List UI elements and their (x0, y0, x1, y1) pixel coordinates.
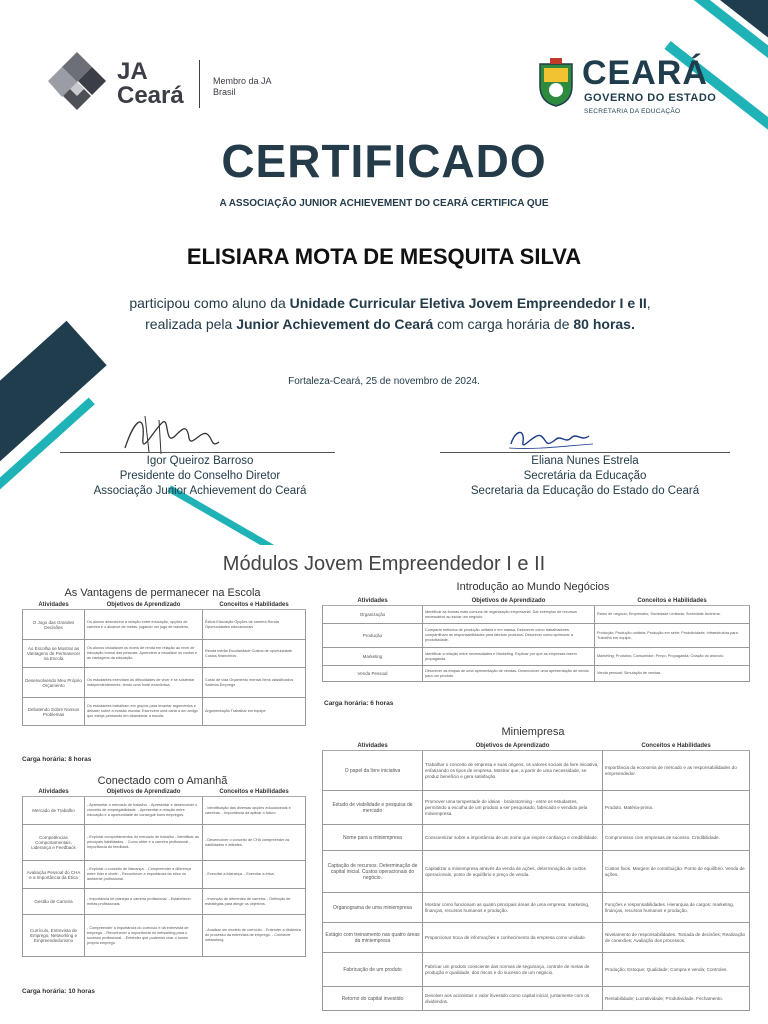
table-row (23, 797, 306, 825)
table-row (23, 915, 306, 957)
column-header: Objetivos de Aprendizado (423, 742, 603, 751)
signatory-1-name: Igor Queiroz Barroso (146, 455, 254, 467)
objective-cell: Os estudantes exercitam as dificuldades de viver e se sustentar independentemente, tendo uma fonte econômica. (85, 668, 203, 698)
signatory-2-name: Eliana Nunes Estrela (531, 455, 639, 467)
table-row (23, 861, 306, 889)
concept-cell: Compromisso com empresas de sucesso. Credibilidade. (603, 825, 750, 851)
table-row (323, 923, 750, 953)
table-row (323, 825, 750, 851)
activity-cell: Avaliação Pessoal do CHA e a Importância da Ética (23, 861, 85, 889)
objective-cell: Conscientizar sobre a importância de um nome que inspire confiança e credibilidade. (423, 825, 603, 851)
concept-cell: - Desenvolver o conceito de CHA compreender as habilidades e atitudes. (203, 825, 306, 861)
concept-cell: Êxitos Educação Opções de carreira Renda Oportunidades educacionais (203, 610, 306, 640)
modules-page (0, 545, 768, 1024)
concept-cell: - Analisar um modelo de currículo. - Entender a dinâmica do processo da entrevista de emprego. - Conhecer networking. (203, 915, 306, 957)
concept-cell: Funções e responsabilidades. Hierarquia de cargos: marketing, finanças, recursos humanos e produção. (603, 893, 750, 923)
section-title-introducao: Introdução ao Mundo Negócios (456, 581, 610, 593)
objective-cell: Os estudantes trabalham em grupos para levantar argumentos e debater sobre a evasão escolar. Escrevem uma carta a um amigo que esteja pensando em abandonar a escola. (85, 698, 203, 726)
table-header-row (323, 597, 750, 606)
certificate-body: participou como aluno da Unidade Curricular Eletiva Jovem Empreendedor I e II, realizada pela Junior Achievement do Ceará com carga horária de 80 horas. (129, 295, 651, 332)
activity-cell: O Jogo das Grandes Decisões (23, 610, 85, 640)
activity-cell: Desenvolvendo Meu Próprio Orçamento (23, 668, 85, 698)
table-header-row (23, 601, 306, 610)
column-header: Conceitos e Habilidades (203, 601, 306, 610)
table-vantagens (22, 601, 306, 726)
concept-cell: Produção; Produção unitária; Produção em série; Produtividade; Infraestrutura para Trabalho em equipe. (595, 624, 750, 648)
objective-cell: Os alunos visualizam os níveis de renda em relação ao nível de educação formal das pessoas. Aprendem a visualizar os custos e as vantagens da educação. (85, 640, 203, 668)
table-row (23, 698, 306, 726)
table-row (323, 953, 750, 987)
activity-cell: Marketing (323, 648, 423, 666)
table-introducao (322, 597, 750, 682)
table-row (23, 825, 306, 861)
activity-cell: Debatendo Sobre Nossos Problemas (23, 698, 85, 726)
column-header: Objetivos de Aprendizado (85, 788, 203, 797)
table-row (23, 889, 306, 915)
table-header-row (23, 788, 306, 797)
column-header: Conceitos e Habilidades (203, 788, 306, 797)
table-row (323, 666, 750, 682)
ceara-logo-name: CEARÁ (582, 54, 708, 92)
concept-cell: - Invenção de diferentes de carreira. - Definição de estratégias para atingir os objetivos. (203, 889, 306, 915)
section-title-conectado: Conectado com o Amanhã (97, 775, 228, 787)
concept-cell: Custo de vida Orçamento mensal Itens classificados Salários Emprego (203, 668, 306, 698)
concept-cell: Marketing; Produtos; Consumidor; Preço; Propaganda; Criação do anúncio. (595, 648, 750, 666)
objective-cell: - Apresentar o mercado de trabalho. - Apresentar e desenvolver o conceito de empregabilidade. - Apresentar a relação entre educação e a oportunidade de conseguir bons empregos. (85, 797, 203, 825)
activity-cell: Competências Comportamentais, Liderança e Feedback (23, 825, 85, 861)
table-row (23, 610, 306, 640)
activity-cell: Captação de recursos. Determinação de capital inicial. Custos operacionais do negócio. (323, 851, 423, 893)
activity-cell: Mercado de Trabalho (23, 797, 85, 825)
table-row (23, 640, 306, 668)
signature-line-2 (440, 452, 730, 453)
concept-cell: Renda média Escolaridade Custos de oportunidade Custos financeiros (203, 640, 306, 668)
load-introducao: Carga horária: 6 horas (324, 700, 394, 707)
ceara-crest-icon (536, 56, 576, 108)
concept-cell: Venda pessoal; Simulação de vendas. (595, 666, 750, 682)
certificate-title: CERTIFICADO (221, 135, 547, 187)
objective-cell: Promover uma tempestade de ideias - brainstorming - entre os estudantes, permitindo a escolha de um produto a ser pesquisado, fabricado e vendido pela miniempresa. (423, 791, 603, 825)
objective-cell: Fabricar um produto consciente das normas de segurança, controle de metas de produção e qualidade, dos riscos e do sucesso de um negócio. (423, 953, 603, 987)
concept-cell: Importância da economia de mercado e as responsabilidades do empreendedor. (603, 751, 750, 791)
objective-cell: Capitalizar a miniempresa através da venda de ações, determinação de custos operacionais, ponto de equilíbrio e preço de venda. (423, 851, 603, 893)
activity-cell: Produção (323, 624, 423, 648)
signatory-1-org: Associação Junior Achievement do Ceará (93, 485, 307, 497)
signatory-1-role: Presidente do Conselho Diretor (119, 470, 281, 482)
table-row (23, 668, 306, 698)
table-miniempresa (322, 742, 750, 1011)
concept-cell: Produção; Estoque; Qualidade; Compra e venda; Controles. (603, 953, 750, 987)
ja-logo-text: JA Ceará (117, 58, 184, 109)
ceara-logo-government: GOVERNO DO ESTADO (584, 92, 717, 104)
activity-cell: Estágio com treinamento nas quatro áreas da miniempresa (323, 923, 423, 953)
activity-cell: Estudo de viabilidade e pesquisa de mercado (323, 791, 423, 825)
ceara-logo-secretariat: SECRETARIA DA EDUCAÇÃO (584, 108, 681, 115)
column-header: Atividades (23, 601, 85, 610)
recipient-name: ELISIARA MOTA DE MESQUITA SILVA (186, 244, 582, 269)
modules-title: Módulos Jovem Empreendedor I e II (222, 553, 546, 575)
section-title-vantagens: As Vantagens de permanecer na Escola (64, 587, 261, 599)
activity-cell: Retorno do capital investido (323, 987, 423, 1011)
concept-cell: - Exercitar a liderança. - Exercitar a ética. (203, 861, 306, 889)
table-row (323, 606, 750, 624)
ja-logo-icon (44, 48, 110, 114)
activity-cell: Venda Pessoal (323, 666, 423, 682)
activity-cell: Organograma de uma miniempresa (323, 893, 423, 923)
ja-member-text: Membro da JA Brasil (213, 76, 272, 97)
signatory-2-role: Secretária da Educação (523, 470, 647, 482)
column-header: Atividades (323, 597, 423, 606)
activity-cell: Nome para a miniempresa (323, 825, 423, 851)
activity-cell: Ao Escolha se Mostrar as Vantagens de Permanecer na Escola (23, 640, 85, 668)
activity-cell: Organização (323, 606, 423, 624)
column-header: Objetivos de Aprendizado (423, 597, 595, 606)
objective-cell: - Explorar comportamentos do mercado de trabalho - Identificar as principais habilidades. - Como obter e a carreira profissional - Importância do feedback. (85, 825, 203, 861)
objective-cell: - Importância de planejar a carreira profissional. - Estabelecer metas profissionais. (85, 889, 203, 915)
signatory-2 (420, 454, 750, 499)
objective-cell: - Explorar o conceito de liderança. - Compreender a diferença entre líder e chefe. - Reconhecer a importância da ética no ambiente profissional. (85, 861, 203, 889)
load-conectado: Carga horária: 10 horas (22, 988, 95, 995)
column-header: Conceitos e Habilidades (595, 597, 750, 606)
objective-cell: Mostrar como funcionam as quatro principais áreas de uma empresa: marketing, finanças, recursos humanos e produção. (423, 893, 603, 923)
activity-cell: Currículo, Entrevista de Emprego, Networking e Empreendedorismo (23, 915, 85, 957)
table-header-row (323, 742, 750, 751)
column-header: Conceitos e Habilidades (603, 742, 750, 751)
concept-cell: - Identificação das diversas opções educacionais e carreiras. - Importância da aplicar o futuro. (203, 797, 306, 825)
concept-cell: Nivelamento de responsabilidades. Tomada de decisões; Realização de conexões; Avaliação dos processos. (603, 923, 750, 953)
concept-cell: Custos fixos. Margem de contribuição. Ponto de equilíbrio. Venda de ações. (603, 851, 750, 893)
objective-cell: Devolver aos acionistas o valor investido como capital inicial, juntamente com os dividendos. (423, 987, 603, 1011)
section-title-miniempresa: Miniempresa (501, 726, 565, 738)
concept-cell: Argumentação Trabalhar em equipe (203, 698, 306, 726)
objective-cell: Descrever as etapas de uma apresentação de vendas. Desenvolver uma apresentação de venda para um produto. (423, 666, 595, 682)
signature-2-icon (505, 420, 595, 456)
signature-1-icon (115, 408, 225, 458)
table-row (323, 791, 750, 825)
table-conectado (22, 788, 306, 957)
load-vantagens: Carga horária: 8 horas (22, 756, 92, 763)
objective-cell: Os alunos descobrem a relação entre educação, opções de carreira e o alcance de metas, jogando um jogo de tabuleiro. (85, 610, 203, 640)
table-row (323, 893, 750, 923)
concept-cell: Rentabilidade; Lucratividade; Produtividade. Fechamento. (603, 987, 750, 1011)
column-header: Objetivos de Aprendizado (85, 601, 203, 610)
objective-cell: Trabalhar o conceito de empresa e suas origens, os valores sociais da livre iniciativa, enfatizando os tipos de empresa. Mostrar que, a partir de uma necessidade, se produz benefício e gera satisfação. (423, 751, 603, 791)
objective-cell: Identificar a relação entre necessidades e Marketing. Explicar por que as empresas fazem propaganda. (423, 648, 595, 666)
signature-line-1 (60, 452, 335, 453)
concept-cell: Produto. Matéria-prima. (603, 791, 750, 825)
table-row (323, 624, 750, 648)
signatory-2-org: Secretaria da Educação do Estado do Ceará (470, 485, 700, 497)
activity-cell: O papel da livre iniciativa (323, 751, 423, 791)
table-row (323, 987, 750, 1011)
column-header: Atividades (23, 788, 85, 797)
objective-cell: Comparar métodos de produção unitária e em massa. Descrever como trabalhadores compartilham as responsabilidades para fabricar produtos. Descrever como aprimorar a produtividade. (423, 624, 595, 648)
signatory-1 (40, 454, 360, 499)
table-row (323, 851, 750, 893)
activity-cell: Fabricação de um produto (323, 953, 423, 987)
table-row (323, 751, 750, 791)
column-header: Atividades (323, 742, 423, 751)
objective-cell: Proporcionar troca de informações e conhecimento da empresa como unidade. (423, 923, 603, 953)
place-date: Fortaleza-Ceará, 25 de novembro de 2024. (288, 376, 480, 387)
objective-cell: - Compreender a importância do currículo e da entrevista de emprego. - Reconhecer a importância do networking para o sucesso profissional. - Entender que podemos criar o nosso próprio emprego. (85, 915, 203, 957)
concept-cell: Ramo de negócio; Empresário; Sociedade Limitada; Sociedade Anônima. (595, 606, 750, 624)
activity-cell: Gestão de Carreira (23, 889, 85, 915)
table-row (323, 648, 750, 666)
objective-cell: Identificar as formas mais comuns de organização empresarial. Dar exemplos de recursos necessários ao iniciar um negócio. (423, 606, 595, 624)
certifies-statement: A ASSOCIAÇÃO JUNIOR ACHIEVEMENT DO CEARÁ CERTIFICA QUE (219, 198, 549, 209)
logo-divider (199, 60, 200, 108)
